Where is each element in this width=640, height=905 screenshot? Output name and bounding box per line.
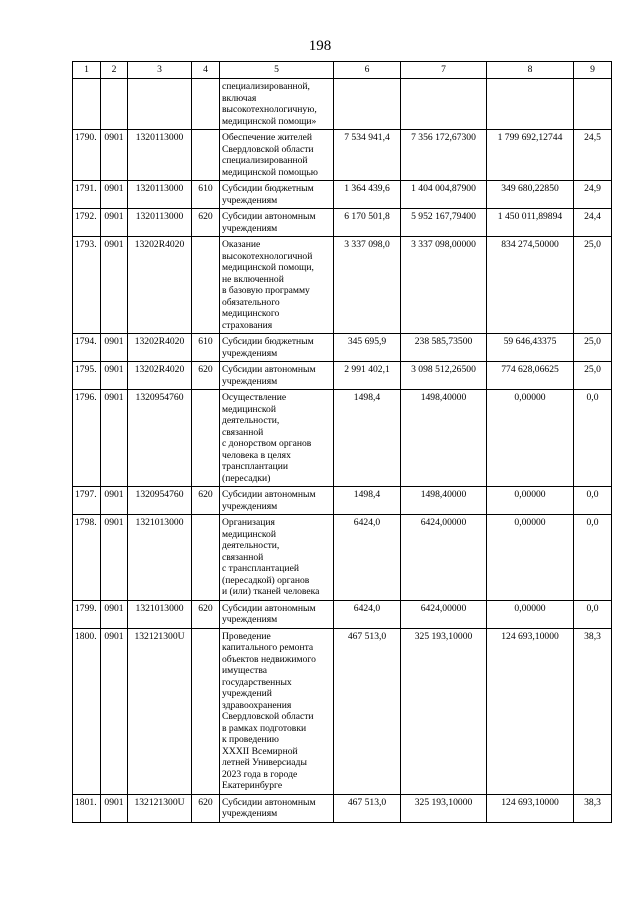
table-row	[73, 628, 612, 794]
section-code	[101, 79, 128, 130]
section-code: 0901	[101, 794, 128, 822]
row-number: 1796.	[73, 390, 101, 487]
table-row	[73, 390, 612, 487]
executed-amount: 59 646,43375	[487, 334, 574, 362]
table-row	[73, 487, 612, 515]
expense-type-code	[192, 79, 220, 130]
target-article-code: 1320954760	[128, 487, 192, 515]
table-body	[73, 79, 612, 823]
approved-amount: 6 170 501,8	[334, 209, 401, 237]
item-name: Осуществление медицинской деятельности, связанной с донорством органов человека в целях трансплантации (пересадки)	[220, 390, 334, 487]
column-header: 6	[334, 62, 401, 79]
section-code: 0901	[101, 209, 128, 237]
row-number: 1795.	[73, 362, 101, 390]
execution-percent: 24,5	[574, 130, 612, 181]
expense-type-code	[192, 628, 220, 794]
executed-amount: 834 274,50000	[487, 237, 574, 334]
table-row	[73, 362, 612, 390]
executed-amount: 124 693,10000	[487, 794, 574, 822]
expense-type-code: 620	[192, 600, 220, 628]
item-name: Субсидии автономным учреждениям	[220, 600, 334, 628]
execution-percent: 0,0	[574, 600, 612, 628]
approved-amount: 7 534 941,4	[334, 130, 401, 181]
plan-amount: 7 356 172,67300	[401, 130, 487, 181]
item-name: Субсидии автономным учреждениям	[220, 794, 334, 822]
plan-amount: 3 337 098,00000	[401, 237, 487, 334]
item-name: специализированной, включая высокотехнологичную, медицинской помощи»	[220, 79, 334, 130]
approved-amount	[334, 79, 401, 130]
execution-percent: 0,0	[574, 390, 612, 487]
execution-percent: 25,0	[574, 237, 612, 334]
item-name: Субсидии автономным учреждениям	[220, 209, 334, 237]
approved-amount: 467 513,0	[334, 794, 401, 822]
row-number	[73, 79, 101, 130]
column-header: 1	[73, 62, 101, 79]
table-row	[73, 334, 612, 362]
header-row	[73, 62, 612, 79]
execution-percent: 0,0	[574, 487, 612, 515]
expense-type-code: 620	[192, 487, 220, 515]
section-code: 0901	[101, 600, 128, 628]
row-number: 1800.	[73, 628, 101, 794]
column-header: 2	[101, 62, 128, 79]
table-row	[73, 79, 612, 130]
row-number: 1798.	[73, 515, 101, 601]
section-code: 0901	[101, 390, 128, 487]
executed-amount: 0,00000	[487, 600, 574, 628]
column-header: 8	[487, 62, 574, 79]
executed-amount: 0,00000	[487, 515, 574, 601]
execution-percent: 38,3	[574, 628, 612, 794]
item-name: Субсидии бюджетным учреждениям	[220, 181, 334, 209]
expense-type-code	[192, 390, 220, 487]
row-number: 1801.	[73, 794, 101, 822]
plan-amount: 6424,00000	[401, 515, 487, 601]
row-number: 1794.	[73, 334, 101, 362]
table-row	[73, 237, 612, 334]
section-code: 0901	[101, 515, 128, 601]
table-row	[73, 181, 612, 209]
item-name: Проведение капитального ремонта объектов недвижимого имущества государственных учреждений здравоохранения Свердловской области в рамках подготовки к проведению XXXII Всемирной летней Универсиады 2023 года в городе Екатеринбурге	[220, 628, 334, 794]
target-article-code: 13202R4020	[128, 334, 192, 362]
approved-amount: 2 991 402,1	[334, 362, 401, 390]
row-number: 1790.	[73, 130, 101, 181]
execution-percent: 25,0	[574, 334, 612, 362]
expense-type-code: 610	[192, 181, 220, 209]
item-name: Обеспечение жителей Свердловской области специализированной медицинской помощью	[220, 130, 334, 181]
expense-type-code	[192, 130, 220, 181]
executed-amount: 1 450 011,89894	[487, 209, 574, 237]
table-row	[73, 209, 612, 237]
expense-type-code: 610	[192, 334, 220, 362]
executed-amount: 1 799 692,12744	[487, 130, 574, 181]
executed-amount	[487, 79, 574, 130]
target-article-code: 1321013000	[128, 515, 192, 601]
approved-amount: 1498,4	[334, 487, 401, 515]
item-name: Оказание высокотехнологичной медицинской помощи, не включенной в базовую программу обязательного медицинского страхования	[220, 237, 334, 334]
approved-amount: 467 513,0	[334, 628, 401, 794]
execution-percent: 0,0	[574, 515, 612, 601]
executed-amount: 349 680,22850	[487, 181, 574, 209]
approved-amount: 6424,0	[334, 600, 401, 628]
section-code: 0901	[101, 130, 128, 181]
plan-amount: 325 193,10000	[401, 628, 487, 794]
plan-amount: 3 098 512,26500	[401, 362, 487, 390]
target-article-code: 132121300U	[128, 794, 192, 822]
target-article-code: 132121300U	[128, 628, 192, 794]
executed-amount: 124 693,10000	[487, 628, 574, 794]
plan-amount: 1498,40000	[401, 487, 487, 515]
item-name: Субсидии автономным учреждениям	[220, 487, 334, 515]
expense-type-code	[192, 237, 220, 334]
target-article-code: 1320954760	[128, 390, 192, 487]
plan-amount: 6424,00000	[401, 600, 487, 628]
execution-percent: 24,9	[574, 181, 612, 209]
table-row	[73, 130, 612, 181]
row-number: 1793.	[73, 237, 101, 334]
page-number: 198	[308, 38, 332, 54]
row-number: 1799.	[73, 600, 101, 628]
approved-amount: 1498,4	[334, 390, 401, 487]
column-header: 5	[220, 62, 334, 79]
section-code: 0901	[101, 334, 128, 362]
plan-amount: 1 404 004,87900	[401, 181, 487, 209]
approved-amount: 6424,0	[334, 515, 401, 601]
target-article-code: 13202R4020	[128, 237, 192, 334]
executed-amount: 774 628,06625	[487, 362, 574, 390]
expense-type-code: 620	[192, 362, 220, 390]
expense-type-code: 620	[192, 794, 220, 822]
row-number: 1797.	[73, 487, 101, 515]
item-name: Субсидии автономным учреждениям	[220, 362, 334, 390]
row-number: 1791.	[73, 181, 101, 209]
item-name: Субсидии бюджетным учреждениям	[220, 334, 334, 362]
target-article-code: 13202R4020	[128, 362, 192, 390]
section-code: 0901	[101, 487, 128, 515]
execution-percent: 38,3	[574, 794, 612, 822]
column-header: 4	[192, 62, 220, 79]
section-code: 0901	[101, 181, 128, 209]
target-article-code: 1320113000	[128, 209, 192, 237]
target-article-code: 1320113000	[128, 181, 192, 209]
column-header: 7	[401, 62, 487, 79]
table-row	[73, 600, 612, 628]
execution-percent: 25,0	[574, 362, 612, 390]
item-name: Организация медицинской деятельности, связанной с трансплантацией (пересадкой) органов и (или) тканей человека	[220, 515, 334, 601]
plan-amount: 5 952 167,79400	[401, 209, 487, 237]
executed-amount: 0,00000	[487, 487, 574, 515]
execution-percent: 24,4	[574, 209, 612, 237]
plan-amount: 238 585,73500	[401, 334, 487, 362]
expense-type-code: 620	[192, 209, 220, 237]
section-code: 0901	[101, 237, 128, 334]
row-number: 1792.	[73, 209, 101, 237]
plan-amount: 1498,40000	[401, 390, 487, 487]
table-row	[73, 794, 612, 822]
plan-amount	[401, 79, 487, 130]
approved-amount: 345 695,9	[334, 334, 401, 362]
budget-table	[72, 61, 612, 823]
column-header: 9	[574, 62, 612, 79]
target-article-code	[128, 79, 192, 130]
target-article-code: 1321013000	[128, 600, 192, 628]
executed-amount: 0,00000	[487, 390, 574, 487]
section-code: 0901	[101, 628, 128, 794]
table-row	[73, 515, 612, 601]
section-code: 0901	[101, 362, 128, 390]
expense-type-code	[192, 515, 220, 601]
execution-percent	[574, 79, 612, 130]
approved-amount: 1 364 439,6	[334, 181, 401, 209]
column-header: 3	[128, 62, 192, 79]
plan-amount: 325 193,10000	[401, 794, 487, 822]
target-article-code: 1320113000	[128, 130, 192, 181]
approved-amount: 3 337 098,0	[334, 237, 401, 334]
